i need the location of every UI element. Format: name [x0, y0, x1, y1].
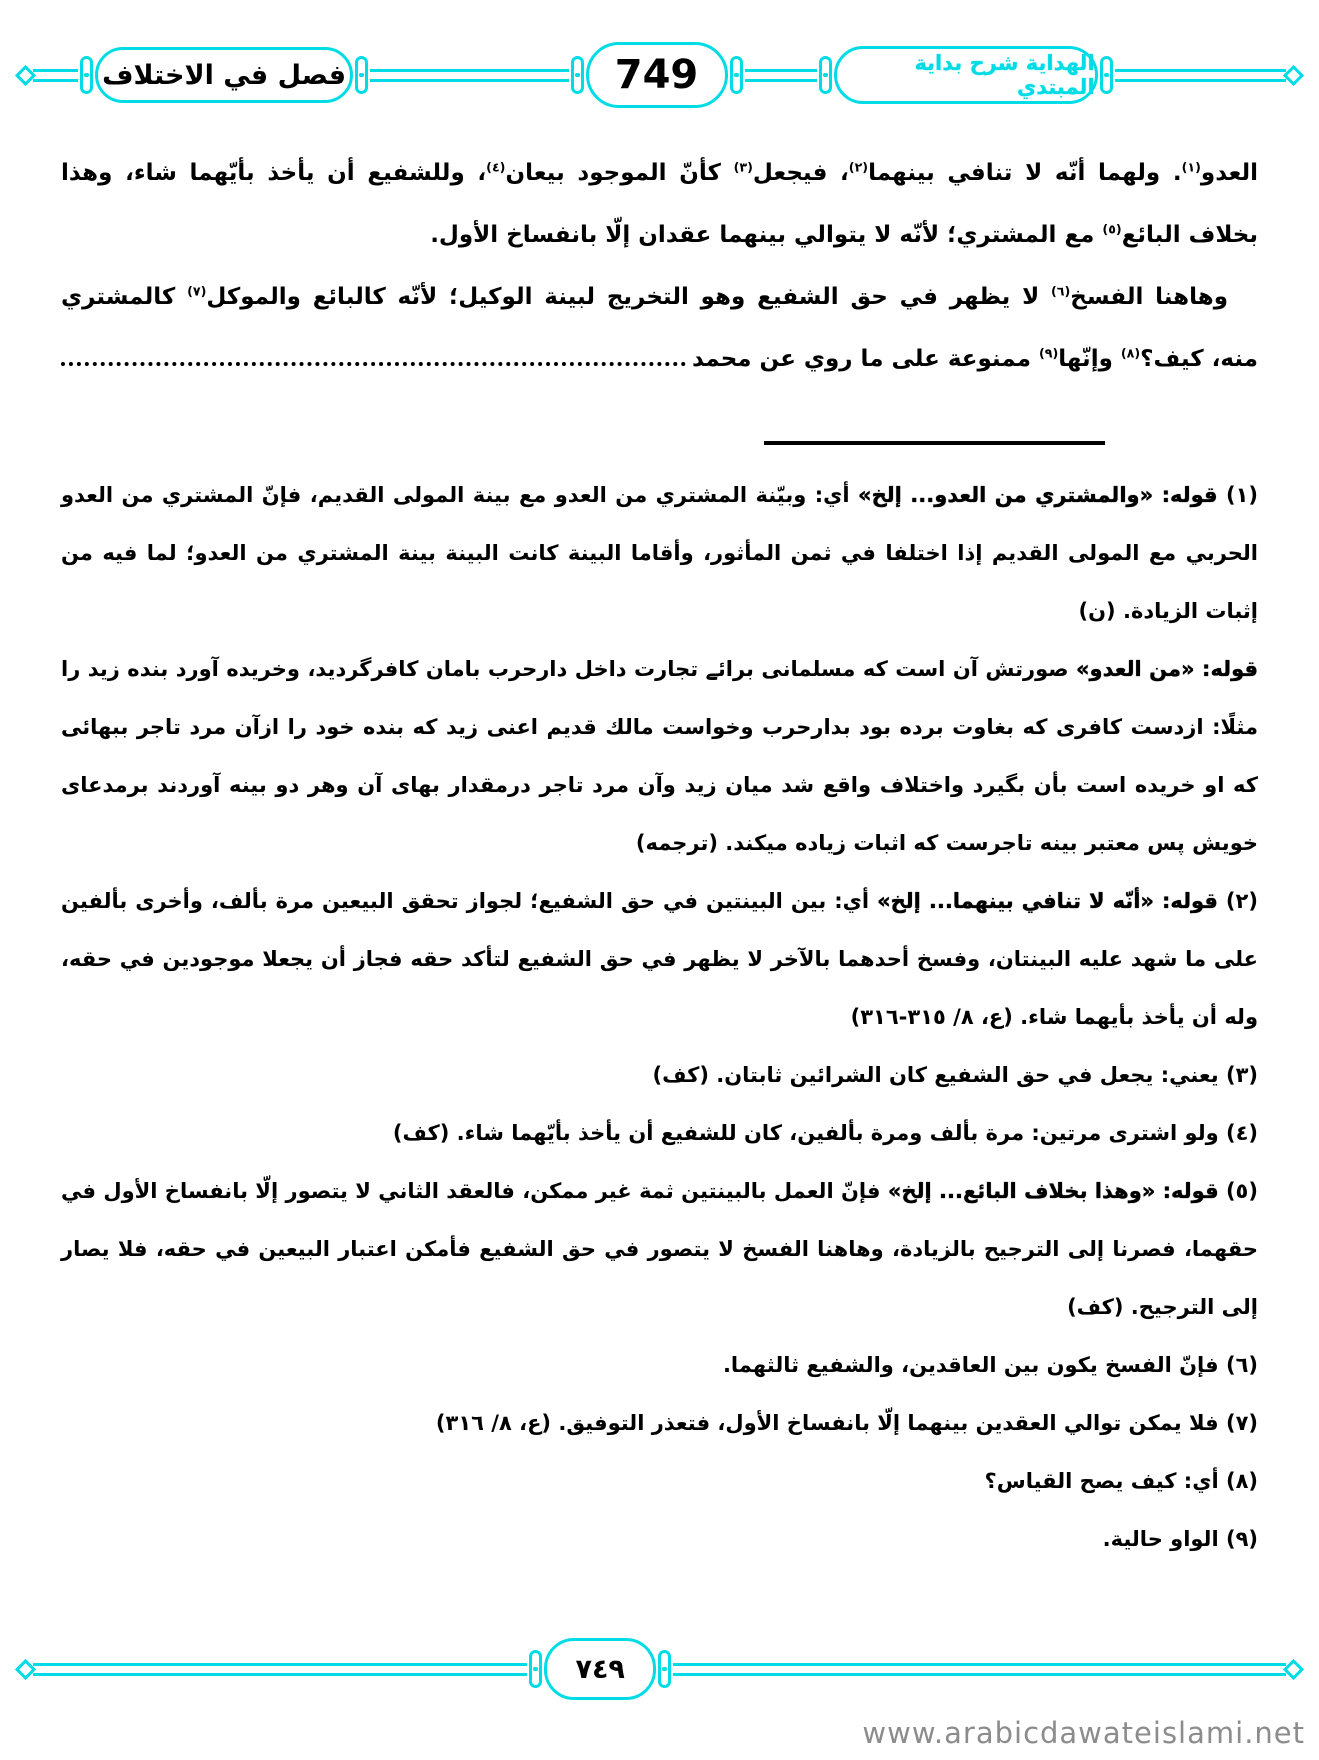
ornament-cuff-icon — [1100, 56, 1113, 94]
footer-band — [18, 1636, 1301, 1702]
page-number-capsule — [586, 42, 728, 108]
ornament-cuff-icon — [658, 1650, 671, 1688]
footnote-1-persian: قوله: «من العدو» صورتش آن است كه مسلمانى برائے تجارت داخل دارحرب بامان كافرگرديد، وخريده آورد بنده زيد را مثلًا: ازدست كافرى كه بغاوت برده بود بدارحرب وخواست مالك قديم اعنى زيد كه بنده خود را ازآن مرد تاجر ببهائى كه او خريده است بأن بگيرد واختلاف واقع شد ميان زيد وآن مرد تاجر درمقدار بهاى آن وهر دو بينه آوردند برمدعاى خويش پس معتبر بينه تاجرست كه اثبات زياده ميكند. (ترجمه) — [61, 657, 1258, 855]
footnote-1: (١) قوله: «والمشتري من العدو... إلخ» أي: وبيّنة المشتري من العدو مع بينة المولى القديم، فإنّ المشتري من العدو الحربي مع المولى القديم إذا اختلفا في ثمن المأثور، وأقاما البينة كانت البينة بينة المشتري من العدو؛ لما فيه من إثبات الزيادة. (ن) — [61, 483, 1258, 623]
ornament-cuff-icon — [80, 56, 93, 94]
book-title-calligraphy: الهداية شرح بداية المبتدي — [914, 51, 1095, 99]
dotted-leader — [61, 362, 686, 366]
band-line — [1115, 69, 1286, 82]
band-end-diamond-icon — [1283, 1658, 1304, 1679]
folio-number-arabic: ٧٤٩ — [575, 1653, 625, 1685]
matn-line-text: منه، كيف؟$^{(٨)}$ وإنّها$^{(٩)}$ ممنوعة على ما روي عن محمد — [691, 345, 1258, 372]
band-line — [33, 1663, 527, 1676]
band-end-diamond-icon — [1283, 64, 1304, 85]
footnote-2: (٢) قوله: «أنّه لا تنافي بينهما... إلخ» أي: بين البينتين في حق الشفيع؛ لجواز تحقق البيعين مرة بألف، وأخرى بألفين على ما شهد عليه البينتان، وفسخ أحدهما بالآخر لا يظهر في حق الشفيع لتأكد حقه فجاز أن يجعلا موجودين في حقه، وله أن يأخذ بأيهما شاء. (ع، ٨/ ٣١٥-٣١٦) — [61, 889, 1258, 1029]
band-line — [370, 69, 568, 82]
page-number: 749 — [614, 52, 699, 98]
matn-line-with-leader — [61, 328, 1258, 390]
footnote-8: (٨) أي: كيف يصح القياس؟ — [984, 1469, 1258, 1493]
ornament-cuff-icon — [529, 1650, 542, 1688]
header-band — [18, 38, 1301, 112]
footnote-5: (٥) قوله: «وهذا بخلاف البائع... إلخ» فإنّ العمل بالبينتين ثمة غير ممكن، فالعقد الثاني لا يتصور إلّا بانفساخ الأول في حقهما، فصرنا إلى الترجيح بالزيادة، وهاهنا الفسخ لا يتصور في حق الشفيع فأمكن اعتبار البيعين في حقه، فلا يصار إلى الترجيح. (كف) — [61, 1179, 1258, 1319]
matn-line: العدو$^{(١)}$. ولهما أنّه لا تنافي بينهما$^{(٢)}$، فيجعل$^{(٣)}$ كأنّ الموجود بيعان$^{(٤)}$، وللشفيع أن يأخذ بأيّهما شاء، وهذا — [61, 159, 1258, 186]
footnotes-block — [61, 466, 1258, 1568]
matn-text-block — [61, 142, 1258, 390]
chapter-title-capsule — [95, 47, 353, 103]
ornament-cuff-icon — [819, 56, 832, 94]
book-title-capsule — [834, 46, 1098, 104]
footnote-7: (٧) فلا يمكن توالي العقدين بينهما إلّا بانفساخ الأول، فتعذر التوفيق. (ع، ٨/ ٣١٦) — [435, 1411, 1258, 1435]
chapter-title: فصل في الاختلاف — [102, 59, 347, 91]
folio-number-capsule — [544, 1638, 656, 1700]
footnote-9: (٩) الواو حالية. — [1102, 1527, 1258, 1551]
matn-line: وهاهنا الفسخ$^{(٦)}$ لا يظهر في حق الشفيع وهو التخريج لبينة الوكيل؛ لأنّه كالبائع والموكل$^{(٧)}$ كالمشتري — [61, 283, 1228, 310]
ornament-cuff-icon — [355, 56, 368, 94]
band-line — [33, 69, 78, 82]
ornament-cuff-icon — [730, 56, 743, 94]
footnote-separator — [764, 441, 1105, 445]
band-line — [673, 1663, 1286, 1676]
footnote-6: (٦) فإنّ الفسخ يكون بين العاقدين، والشفيع ثالثهما. — [722, 1353, 1258, 1377]
footnote-4: (٤) ولو اشترى مرتين: مرة بألف ومرة بألفين، كان للشفيع أن يأخذ بأيّهما شاء. (كف) — [392, 1121, 1258, 1145]
matn-line: بخلاف البائع$^{(٥)}$ مع المشتري؛ لأنّه لا يتوالي بينهما عقدان إلّا بانفساخ الأول. — [430, 221, 1258, 248]
website-watermark: www.arabicdawateislami.net — [862, 1716, 1305, 1750]
band-line — [745, 69, 817, 82]
ornament-cuff-icon — [571, 56, 584, 94]
footnote-3: (٣) يعني: يجعل في حق الشفيع كان الشرائين ثابتان. (كف) — [652, 1063, 1258, 1087]
